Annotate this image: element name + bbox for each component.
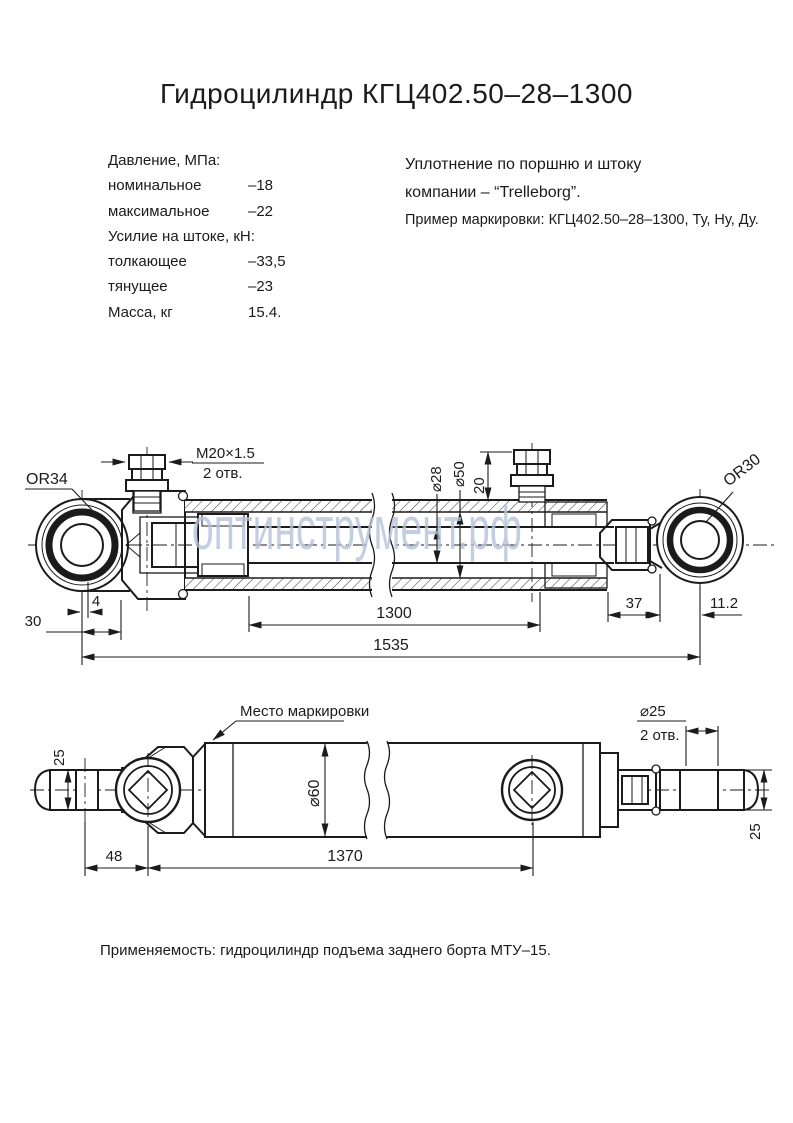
thread-holes-label: 2 отв. [203, 465, 243, 482]
or30-label: OR30 [720, 450, 764, 491]
thread-label: M20×1.5 [196, 445, 255, 462]
top-view [0, 690, 793, 890]
spec-value: –22 [248, 202, 274, 220]
spec-row [108, 152, 338, 177]
hole-dia-label: ⌀25 [640, 703, 666, 720]
seal-note-line1: Уплотнение по поршню и штоку [405, 156, 642, 173]
spec-row [108, 228, 338, 253]
seal-note-line2: компании – “Trelleborg”. [405, 184, 581, 201]
dim-30: 30 [24, 613, 42, 630]
seal-note [405, 156, 759, 228]
spec-label: Масса, кг [108, 303, 173, 321]
spec-label: максимальное [108, 202, 210, 220]
application-note: Применяемость: гидроцилиндр подъема заднего борта МТУ–15. [100, 942, 551, 959]
marking-label: Место маркировки [240, 703, 370, 720]
dim-48: 48 [105, 848, 123, 865]
spec-label: Давление, МПа: [108, 152, 221, 169]
dim-11-2: 11.2 [709, 595, 739, 612]
diameter-dimensions [428, 452, 512, 578]
spec-value: 15.4. [248, 303, 282, 321]
rod-eye-left [36, 490, 130, 604]
port-offset-label: 20 [471, 477, 488, 494]
pin-dia-right-dimension [746, 770, 772, 840]
spec-label: толкающее [108, 253, 187, 271]
weld-dot-bottom [179, 590, 188, 599]
body-dia-label: ⌀60 [306, 779, 323, 807]
rod-dia-label: ⌀28 [428, 466, 445, 492]
dim-37: 37 [625, 595, 643, 612]
pin-dia-right-label: 25 [747, 823, 764, 840]
spec-row [108, 278, 338, 303]
spec-row [108, 177, 338, 202]
or34-label: OR34 [26, 471, 68, 488]
piston [198, 514, 248, 576]
spec-label: тянущее [108, 278, 168, 296]
drawing-title: Гидроцилиндр КГЦ402.50–28–1300 [160, 78, 633, 109]
dim-1370: 1370 [327, 848, 363, 865]
watermark: оптинструмент.рф [192, 495, 522, 562]
spec-row [108, 253, 338, 278]
side-section-view [0, 430, 793, 680]
dim-1535: 1535 [373, 637, 409, 654]
dim-4: 4 [91, 593, 101, 610]
spec-row [108, 203, 338, 228]
spec-label: номинальное [108, 177, 202, 195]
spec-label: Усилие на штоке, кН: [108, 227, 255, 245]
port-fitting-left [126, 447, 168, 612]
break-lines [370, 493, 395, 597]
pin-dia-left-label: 25 [51, 749, 68, 766]
spec-row [108, 304, 338, 329]
break-lines [365, 741, 390, 839]
marking-label-group [213, 703, 369, 740]
spec-value: –18 [248, 177, 274, 195]
specs-block [108, 152, 338, 329]
hole-dia-dimension [637, 703, 718, 766]
hole-count-label: 2 отв. [640, 727, 680, 744]
spec-value: –23 [248, 278, 274, 296]
weld-dot-top [179, 492, 188, 501]
bore-dia-label: ⌀50 [451, 461, 468, 487]
spec-value: –33,5 [248, 253, 286, 271]
dim-1300: 1300 [376, 605, 412, 622]
pin-left [35, 749, 122, 822]
seal-note-line3: Пример маркировки: КГЦ402.50–28–1300, Ту, Ну, Ду. [405, 212, 759, 228]
thread-dimension [101, 445, 264, 482]
